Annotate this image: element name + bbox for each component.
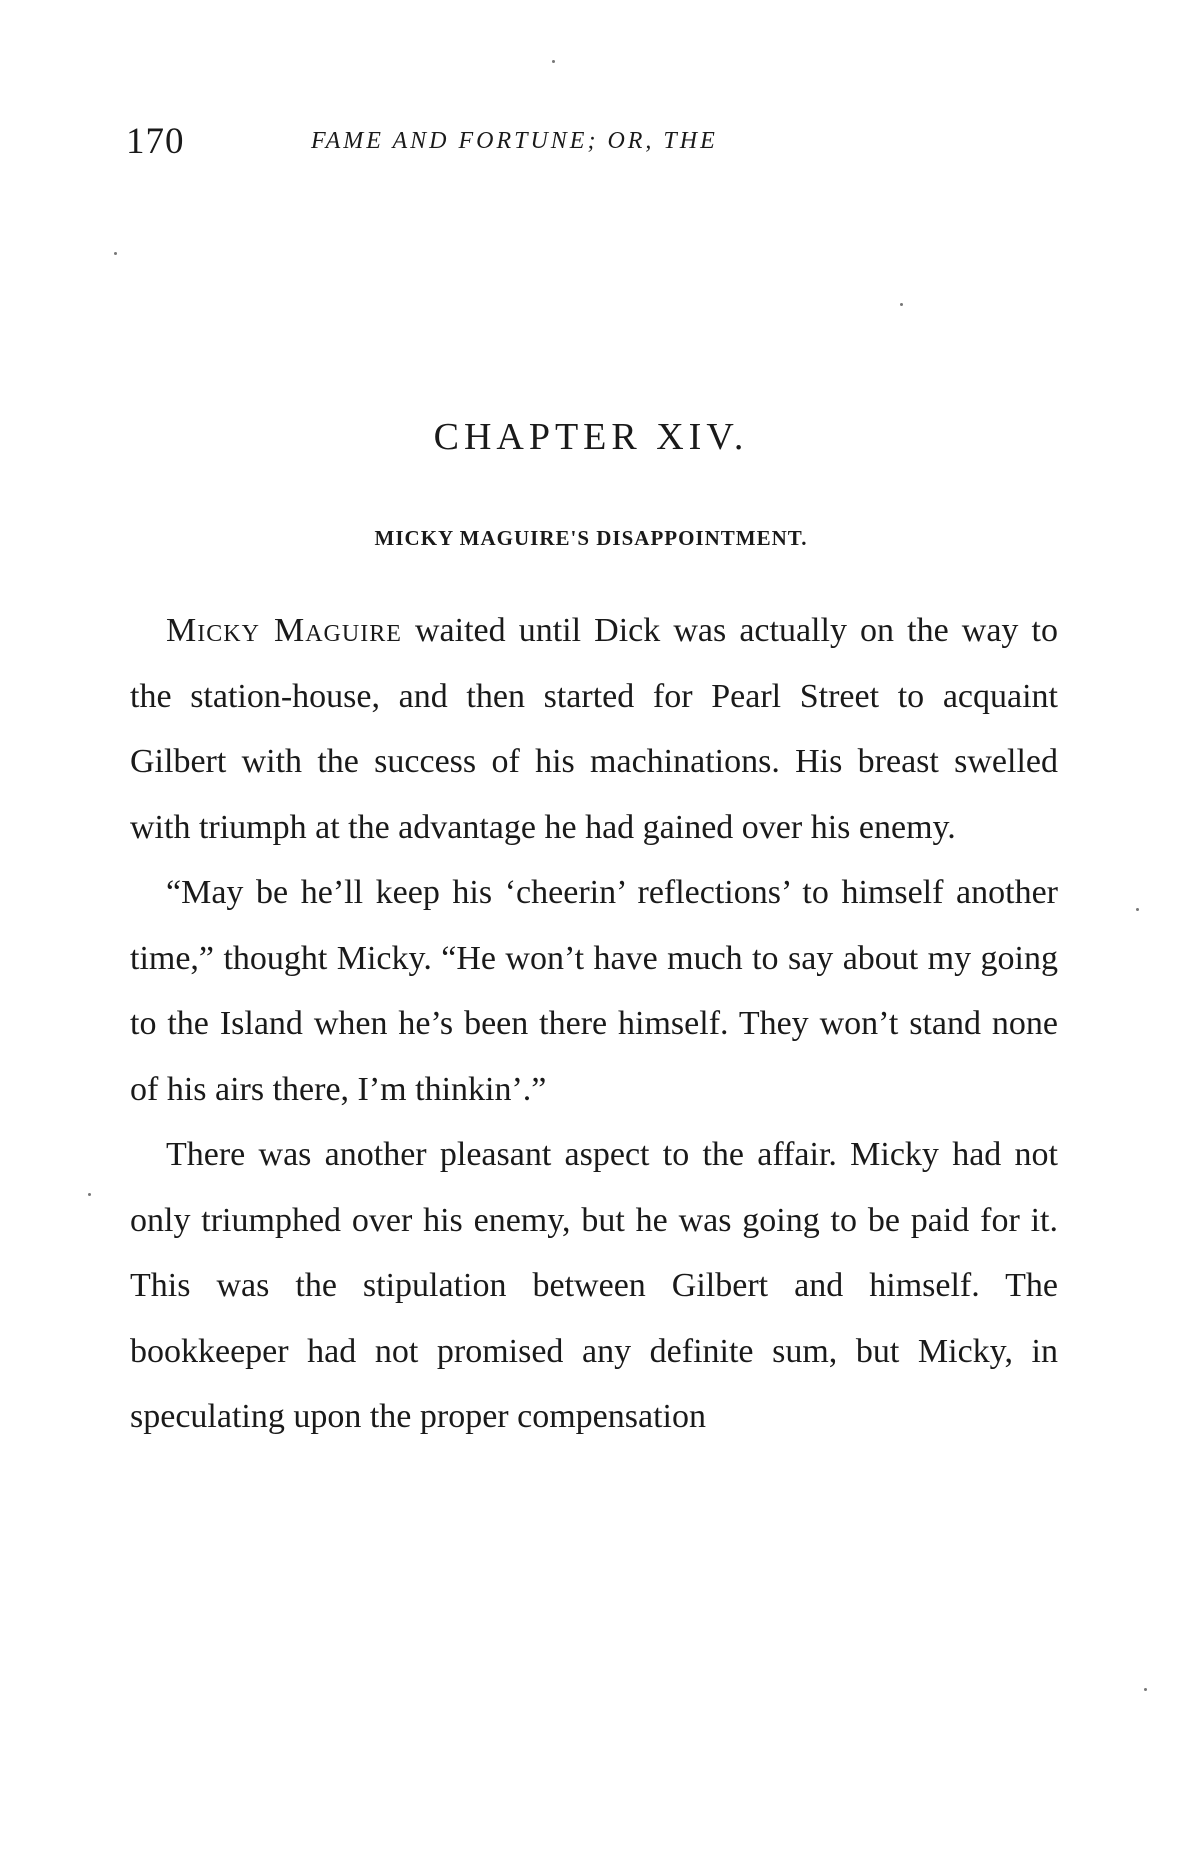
- running-header: [126, 120, 866, 170]
- scan-speck: [88, 1193, 91, 1196]
- scan-speck: [1136, 908, 1139, 911]
- running-title: FAME AND FORTUNE; OR, THE: [311, 128, 718, 154]
- paragraph-1: [130, 598, 1058, 860]
- chapter-title: CHAPTER XIV.: [433, 416, 749, 458]
- paragraph-1-text: waited until Dick was actually on the way to the station-house, and then started for Pearl Street to acquaint Gilbert with the success of his machinations. His breast swelled with triumph at the advantage he had gained over his enemy.: [130, 612, 1058, 846]
- paragraph-1-lead: Micky Maguire: [166, 612, 402, 649]
- scan-speck: [552, 60, 555, 63]
- chapter-subtitle: MICKY MAGUIRE'S DISAPPOINTMENT.: [374, 526, 808, 550]
- chapter-body: [130, 598, 1058, 1450]
- paragraph-3: There was another pleasant aspect to the affair. Micky had not only triumphed over his enemy, but he was going to be paid for it. This was the stipulation between Gilbert and himself. The bookkeeper had not promised any definite sum, but Micky, in speculating upon the proper compensation: [130, 1136, 1058, 1435]
- scan-speck: [900, 303, 903, 306]
- scan-speck: [1144, 1688, 1147, 1691]
- paragraph-2: “May be he’ll keep his ‘cheerin’ reflections’ to himself another time,” thought Micky. “He won’t have much to say about my going to the Island when he’s been there himself. They won’t stand none of his airs there, I’m thinkin’.”: [130, 874, 1058, 1108]
- page-number: 170: [126, 121, 185, 162]
- scan-speck: [114, 252, 117, 255]
